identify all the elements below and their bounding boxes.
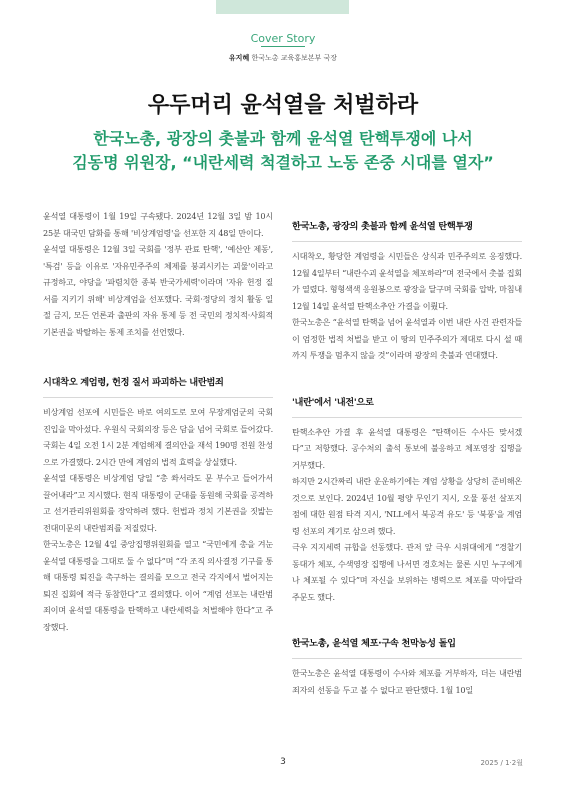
issue-date: 2025 / 1·2월 <box>480 759 523 767</box>
article-title: 우두머리 윤석열을 처벌하라 <box>147 93 419 118</box>
section-underline <box>261 46 305 47</box>
article-subtitle-2: 김동명 위원장, “내란세력 척결하고 노동 존중 시대를 열자” <box>72 153 494 172</box>
body-paragraph: 비상계엄 선포에 시민들은 바로 여의도로 모여 무장계엄군의 국회 진입을 막아섰다. 우원식 국회의장 등은 담을 넘어 국회로 들어갔다. 국회는 4일 오전 1시 2분 계엄해제 결의안을 재석 190명 전원 찬성으로 가결했다. 2시간 만에 계엄의 법적 효력을 상실했다. <box>43 407 273 467</box>
section-label: Cover Story <box>250 32 316 45</box>
author-name: 유지혜 <box>228 54 250 62</box>
section-heading: 한국노총, 윤석열 체포·구속 천막농성 돌입 <box>292 638 456 649</box>
body-paragraph: 한국노총은 “윤석열 탄핵을 넘어 윤석열과 이번 내란 사건 관련자들이 엄정한 법적 처벌을 받고 이 땅의 민주주의가 제대로 다시 설 때까지 투쟁을 멈추지 않을 것”이라며 광장의 촛불과 연대했다. <box>292 317 522 360</box>
body-paragraph: 탄핵소추안 가결 후 윤석열 대통령은 “탄핵이든 수사든 맞서겠다”고 저항했다. 공수처의 출석 통보에 불응하고 체포영장 집행을 거부했다. <box>292 426 522 470</box>
intro-paragraph: 윤석열 대통령이 1월 19일 구속됐다. 2024년 12월 3일 밤 10시 25분 대국민 담화를 통해 '비상계엄령'을 선포한 지 48일 만이다. <box>43 211 273 238</box>
body-paragraph: 한국노총은 윤석열 대통령이 수사와 체포를 거부하자, 더는 내란범죄자의 선동을 두고 볼 수 없다고 판단했다. 1월 10일 <box>292 668 522 695</box>
intro-paragraph: 윤석열 대통령은 12월 3일 국회를 '정부 관료 탄핵', '예산안 제동', '특검' 등을 이유로 '자유민주주의 체제를 붕괴시키는 괴물'이라고 규정하고, 야당을 '파렴치한 종북 반국가세력'이라며 '자유 헌정 질서를 지키기 위해' 비상계엄을 선포했다. 국회·정당의 정치 활동 일절 금지, 모든 언론과 출판의 자유 통제 등 전 국민의 정치적·사회적 기본권을 박탈하는 통제 조치를 선언했다. <box>43 244 273 337</box>
body-paragraph: 윤석열 대통령은 비상계엄 당일 “총 쏴서라도 문 부수고 들어가서 끌어내라”고 지시했다. 현직 대통령이 군대를 동원해 국회를 공격하고 선거관리위원회를 장악하려 했다. 헌법과 정치 기본권을 짓밟는 전대미문의 내란범죄를 저질렀다. <box>43 473 273 533</box>
author-role: 한국노총 교육홍보본부 국장 <box>251 54 338 62</box>
section-heading: '내란'에서 '내전'으로 <box>292 396 374 408</box>
top-tab <box>216 0 349 14</box>
left-column <box>43 208 273 635</box>
body-paragraph: 극우 지지세력 규합을 선동했다. 관저 앞 극우 시위대에게 “경찰기동대가 체포, 수색영장 집행에 나서면 경호처는 물론 시민 누구에게나 체포될 수 있다”며 자신을 보위하는 병력으로 체포를 막아달라 주문도 했다. <box>292 542 522 602</box>
page-number: 3 <box>280 757 286 767</box>
section-heading: 시대착오 계엄령, 헌정 질서 파괴하는 내란범죄 <box>43 377 224 388</box>
body-paragraph: 시대착오, 황당한 계엄령을 시민들은 상식과 민주주의로 응징했다. 12월 4일부터 “내란수괴 윤석열을 체포하라”며 전국에서 촛불 집회가 열렸다. 형형색색 응원봉으로 광장을 달구며 국회를 압박, 마침내 12월 14일 윤석열 탄핵소추안 가결을 이뤘다. <box>292 251 522 311</box>
body-paragraph: 하지만 2시간짜리 내란 운운하기에는 계엄 상황을 상당히 준비해온 것으로 보인다. 2024년 10월 평양 무인기 지시, 오물 풍선 살포지점에 대한 원점 타격 지시, 'NLL에서 북공격 유도' 등 '북풍'을 계엄령 선포의 계기로 삼으려 했다. <box>292 476 522 536</box>
section-heading: 한국노총, 광장의 촛불과 함께 윤석열 탄핵투쟁 <box>292 221 473 232</box>
right-column <box>292 208 522 698</box>
body-paragraph: 한국노총은 12월 4일 중앙집행위원회를 열고 “국민에게 총을 겨눈 윤석열 대통령을 그대로 둘 수 없다”며 “각 조직 의사결정 기구를 통해 대통령 퇴진을 촉구하는 결의를 모으고 전국 각지에서 벌어지는 퇴진 집회에 적극 동참한다”고 결의했다. 이어 “계엄 선포는 내란범죄이며 윤석열 대통령을 탄핵하고 내란세력을 처벌해야 한다”고 주장했다. <box>43 539 273 632</box>
article-subtitle-1: 한국노총, 광장의 촛불과 함께 윤석열 탄핵투쟁에 나서 <box>93 129 473 148</box>
byline <box>0 53 566 63</box>
